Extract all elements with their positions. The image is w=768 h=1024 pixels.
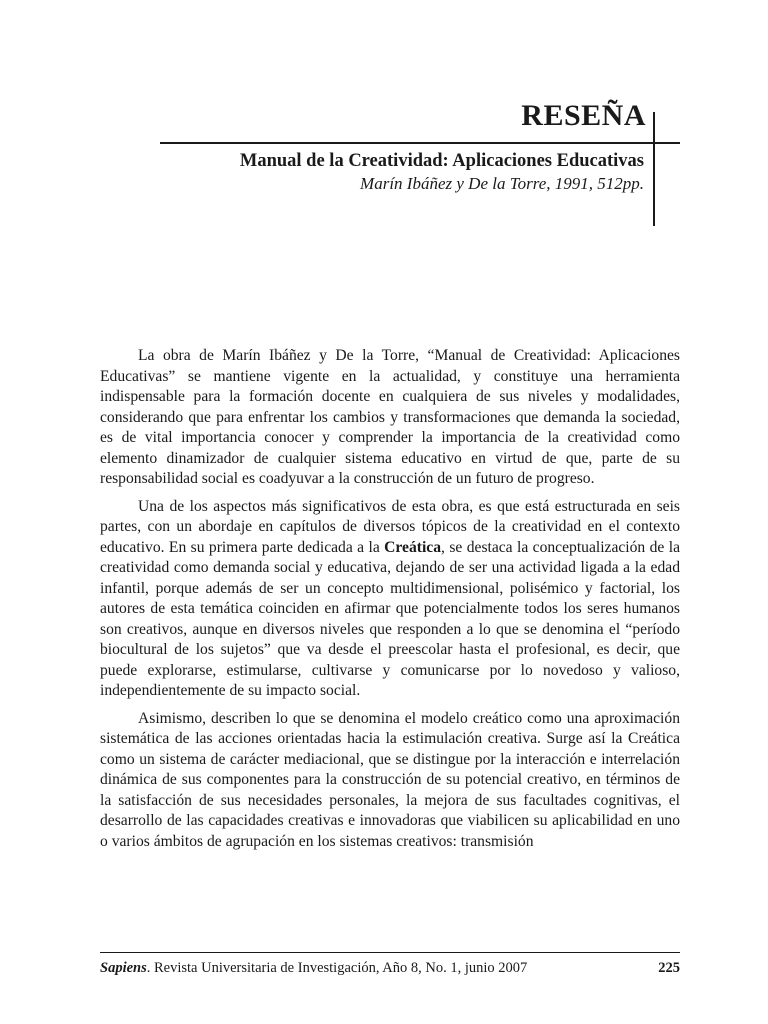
journal-citation: . Revista Universitaria de Investigación, Año 8, No. 1, junio 2007: [146, 960, 528, 976]
header-horizontal-rule: [160, 142, 680, 144]
book-title: Manual de la Creatividad: Aplicaciones Educativas: [239, 151, 644, 171]
journal-name: Sapiens: [100, 960, 147, 976]
review-body: [100, 346, 680, 859]
creatica-term: Creática: [384, 538, 442, 556]
page-footer: [100, 958, 680, 978]
book-authors-year: Marín Ibáñez y De la Torre, 1991, 512pp.: [360, 174, 644, 193]
paragraph-3: Asimismo, describen lo que se denomina el modelo creático como una aproximación sistemática de las acciones orientadas hacia la estimulación creativa. Surge así la Creática como un sistema de carácter mediacional, que se distingue por la interacción e interrelación dinámica de sus componentes para la construcción de su potencial creativo, en términos de la satisfacción de sus necesidades personales, la mejora de sus facultades cognitivas, el desarrollo de las capacidades creativas e innovadoras que viabilicen su aplicabilidad en uno o varios ámbitos de agrupación en los sistemas creativos: transmisión: [100, 709, 680, 850]
page-number: 225: [658, 960, 680, 976]
header-vertical-rule: [653, 112, 655, 226]
section-title: RESEÑA: [521, 99, 646, 132]
paragraph-2: [100, 497, 680, 702]
footer-citation: [100, 958, 527, 978]
paragraph-2-start: Una de los aspectos más significativos de esta obra, es que está estructurada en seis partes, con un abordaje en capítulos de diversos tópicos de la creatividad en el contexto educativo. En su primera parte dedicada a la: [100, 497, 680, 556]
paragraph-2-rest: , se destaca la conceptualización de la creatividad como demanda social y educativa, dejando de ser una actividad ligada a la edad infantil, porque además de ser un concepto multidimensional, polisémico y factorial, los autores de esta temática coinciden en afirmar que potencialmente todos los seres humanos son creativos, aunque en diversos niveles que responden a lo que se denomina el “período biocultural de los sujetos” que va desde el preescolar hasta el profesional, es decir, que puede explorarse, estimularse, cultivarse y comunicarse por lo novedoso y valioso, independientemente de su impacto social.: [100, 538, 680, 699]
footer-rule: [100, 952, 680, 953]
paragraph-1: La obra de Marín Ibáñez y De la Torre, “Manual de Creatividad: Aplicaciones Educativas” se mantiene vigente en la actualidad, y constituye una herramienta indispensable para la formación docente en cualquiera de sus niveles y modalidades, considerando que para enfrentar los cambios y transformaciones que demanda la sociedad, es de vital importancia conocer y comprender la importancia de la creatividad como elemento dinamizador de cualquier sistema educativo en virtud de que, parte de su responsabilidad social es coadyuvar a la construcción de un futuro de progreso.: [100, 347, 680, 487]
